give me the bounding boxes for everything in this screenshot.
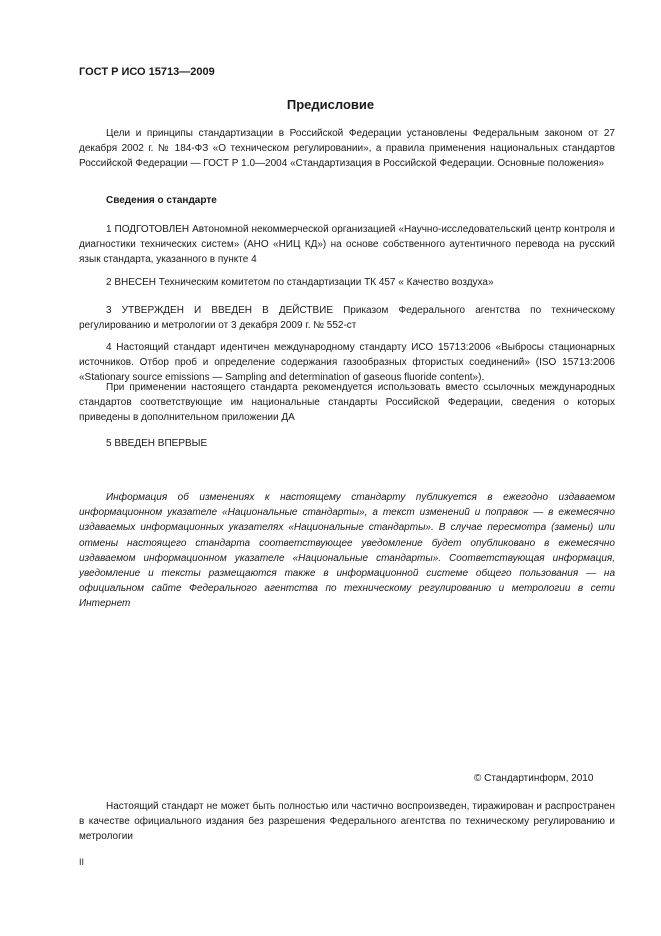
item-5 [79, 436, 615, 451]
item-1 [79, 222, 615, 268]
item-3 [79, 303, 615, 333]
footer-paragraph [79, 799, 615, 845]
item-3-text: 3 УТВЕРЖДЕН И ВВЕДЕН В ДЕЙСТВИЕ Приказом Федерального агентства по техническому регулированию и метрологии от 3 декабря 2009 г. № 552-ст [79, 305, 615, 332]
item-4-note [79, 380, 615, 426]
item-2 [79, 275, 615, 290]
item-2-text: 2 ВНЕСЕН Техническим комитетом по стандартизации ТК 457 « Качество воздуха» [106, 277, 494, 288]
item-4-text: 4 Настоящий стандарт идентичен международному стандарту ИСО 15713:2006 «Выбросы стационарных источников. Отбор проб и определение содержания газообразных фтористых соединений» (ISO 15713:2006 «Stationary source emissions — Sampling and determination of gaseous fluoride content»). [79, 342, 615, 384]
page-number: II [79, 857, 85, 867]
page-title: Предисловие [286, 97, 375, 112]
copyright-line: © Стандартинформ, 2010 [474, 773, 594, 784]
item-4-note-text: При применении настоящего стандарта рекомендуется использовать вместо ссылочных международных стандартов соответствующие им национальные стандарты Российской Федерации, сведения о которых приведены в дополнительном приложении ДА [79, 382, 615, 424]
document-id-header: ГОСТ Р ИСО 15713—2009 [79, 66, 215, 78]
item-4 [79, 340, 615, 386]
section-heading: Сведения о стандарте [106, 195, 217, 206]
intro-paragraph [79, 126, 615, 172]
notice-text: Информация об изменениях к настоящему стандарту публикуется в ежегодно издаваемом информационном указателе «Национальные стандарты», а текст изменений и поправок — в ежемесячно издаваемых информационных указателях «Национальные стандарты». В случае пересмотра (замены) или отмены настоящего стандарта соответствующее уведомление будет опубликовано в ежемесячно издаваемом информационном указателе «Национальные стандарты». Соответствующая информация, уведомление и тексты размещаются также в информационной системе общего пользования — на официальном сайте Федерального агентства по техническому регулированию и метрологии в сети Интернет [79, 492, 615, 610]
intro-text: Цели и принципы стандартизации в Российской Федерации установлены Федеральным законом от 27 декабря 2002 г. № 184-ФЗ «О техническом регулировании», а правила применения национальных стандартов Российской Федерации — ГОСТ Р 1.0—2004 «Стандартизация в Российской Федерации. Основные положения» [79, 128, 615, 170]
item-5-text: 5 ВВЕДЕН ВПЕРВЫЕ [106, 438, 208, 449]
footer-text: Настоящий стандарт не может быть полностью или частично воспроизведен, тиражирован и распространен в качестве официального издания без разрешения Федерального агентства по техническому регулированию и метрологии [79, 801, 615, 843]
item-1-text: 1 ПОДГОТОВЛЕН Автономной некоммерческой организацией «Научно-исследовательский центр контроля и диагностики технических систем» (АНО «НИЦ КД») на основе собственного аутентичного перевода на русский язык стандарта, указанного в пункте 4 [79, 224, 615, 266]
notice-paragraph [79, 490, 615, 612]
